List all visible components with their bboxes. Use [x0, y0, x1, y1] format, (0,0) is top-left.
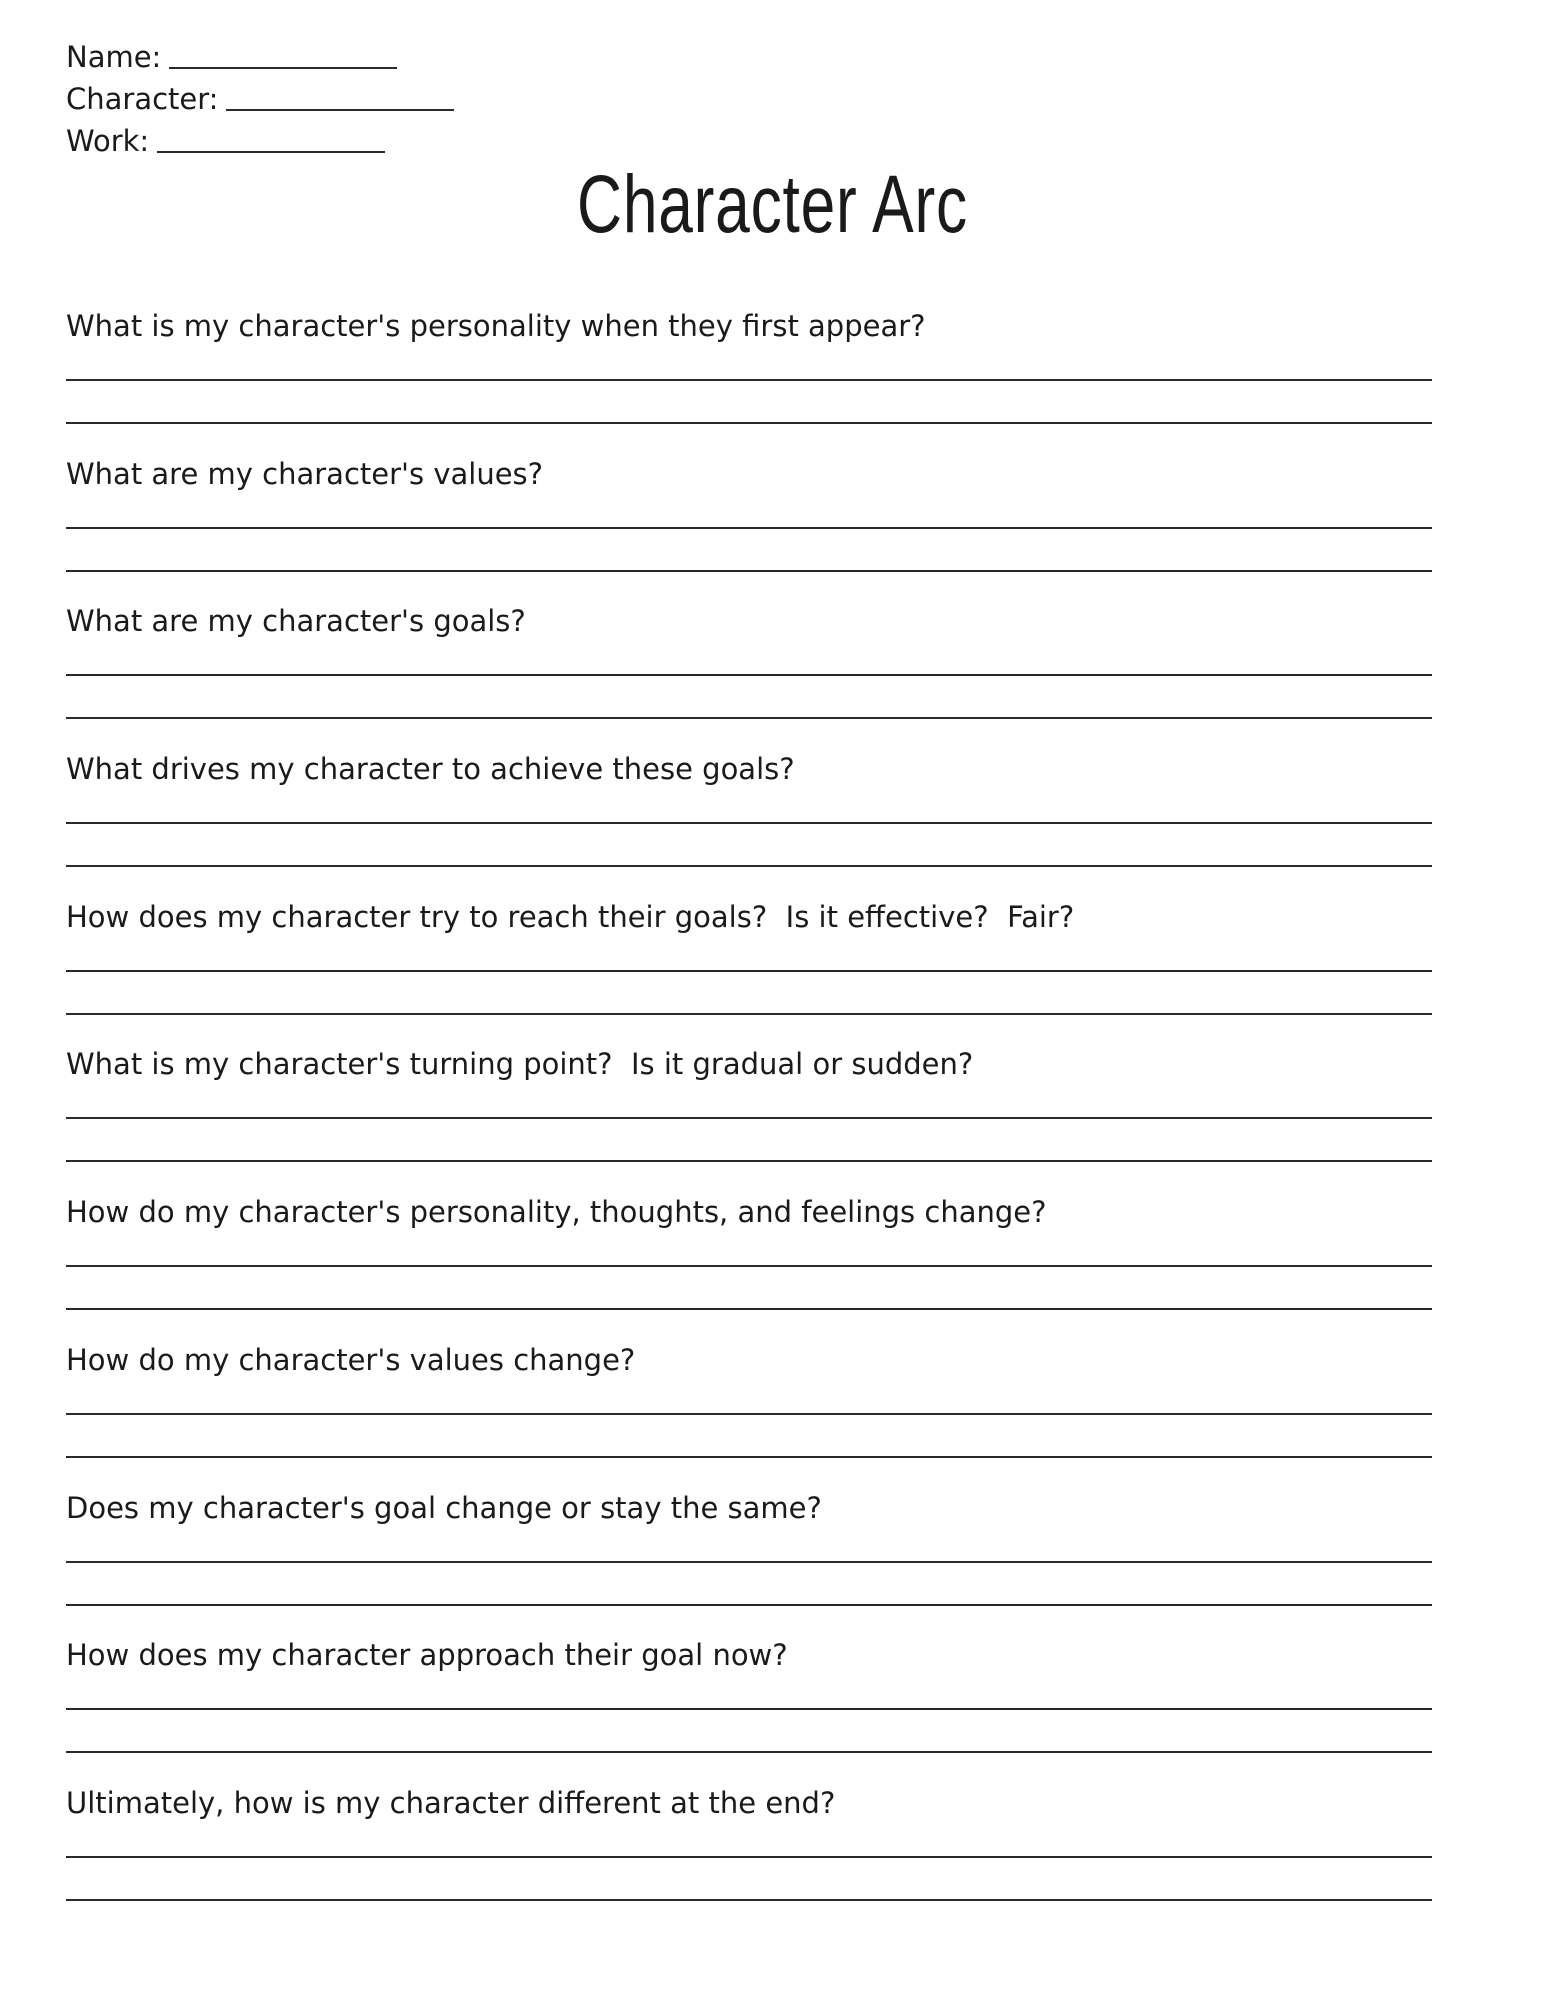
question-block-9	[66, 1486, 1432, 1634]
work-blank-line[interactable]	[157, 151, 385, 153]
question-block-3	[66, 599, 1432, 747]
question-block-2	[66, 452, 1432, 600]
answer-line[interactable]	[66, 674, 1432, 676]
question-text: Does my character's goal change or stay the same?	[66, 1490, 822, 1525]
answer-line[interactable]	[66, 822, 1432, 824]
question-text: How do my character's personality, thoughts, and feelings change?	[66, 1195, 1047, 1230]
question-block-8	[66, 1338, 1432, 1486]
question-text: What drives my character to achieve these goals?	[66, 752, 795, 787]
header-fields	[66, 30, 454, 156]
character-label: Character:	[66, 82, 219, 116]
answer-line[interactable]	[66, 1160, 1432, 1162]
work-label: Work:	[66, 124, 150, 158]
question-list	[66, 304, 1432, 1929]
character-blank-line[interactable]	[226, 109, 454, 111]
answer-line[interactable]	[66, 1856, 1432, 1858]
question-text: How do my character's values change?	[66, 1342, 636, 1377]
question-block-6	[66, 1042, 1432, 1190]
answer-line[interactable]	[66, 1708, 1432, 1710]
answer-line[interactable]	[66, 717, 1432, 719]
question-text: What is my character's turning point? Is it gradual or sudden?	[66, 1047, 974, 1082]
question-block-7	[66, 1190, 1432, 1338]
name-field[interactable]	[66, 30, 454, 72]
question-block-10	[66, 1633, 1432, 1781]
name-label: Name:	[66, 40, 162, 74]
name-blank-line[interactable]	[169, 67, 397, 69]
answer-line[interactable]	[66, 1751, 1432, 1753]
answer-line[interactable]	[66, 1413, 1432, 1415]
question-block-1	[66, 304, 1432, 452]
question-block-11	[66, 1781, 1432, 1929]
answer-line[interactable]	[66, 1561, 1432, 1563]
answer-line[interactable]	[66, 1604, 1432, 1606]
question-text: How does my character try to reach their goals? Is it effective? Fair?	[66, 899, 1075, 934]
answer-line[interactable]	[66, 379, 1432, 381]
question-block-4	[66, 747, 1432, 895]
answer-line[interactable]	[66, 1265, 1432, 1267]
question-text: What is my character's personality when they first appear?	[66, 309, 926, 343]
question-text: Ultimately, how is my character different at the end?	[66, 1785, 836, 1820]
character-field[interactable]	[66, 72, 454, 114]
answer-line[interactable]	[66, 422, 1432, 424]
answer-line[interactable]	[66, 970, 1432, 972]
answer-line[interactable]	[66, 527, 1432, 529]
question-block-5	[66, 895, 1432, 1043]
question-text: What are my character's goals?	[66, 604, 526, 639]
question-text: How does my character approach their goal now?	[66, 1638, 788, 1673]
answer-line[interactable]	[66, 1013, 1432, 1015]
answer-line[interactable]	[66, 1117, 1432, 1119]
question-text: What are my character's values?	[66, 456, 544, 491]
answer-line[interactable]	[66, 1899, 1432, 1901]
work-field[interactable]	[66, 114, 454, 156]
page-title: Character Arc	[577, 159, 968, 250]
answer-line[interactable]	[66, 865, 1432, 867]
answer-line[interactable]	[66, 1308, 1432, 1310]
answer-line[interactable]	[66, 570, 1432, 572]
answer-line[interactable]	[66, 1456, 1432, 1458]
